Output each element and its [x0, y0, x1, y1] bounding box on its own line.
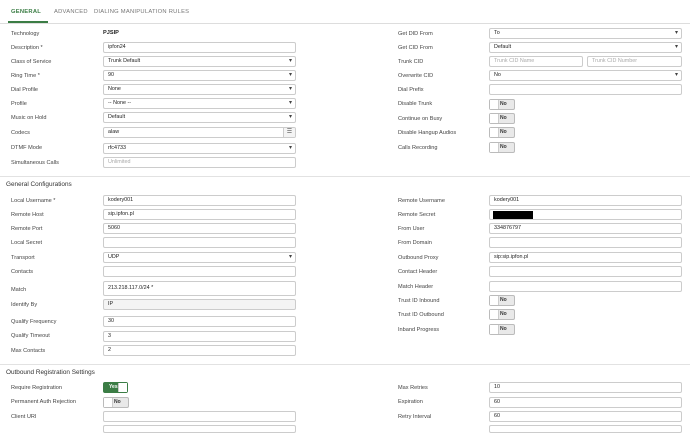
- transport-label: Transport: [11, 255, 35, 261]
- toggle-knob: [118, 383, 127, 392]
- get-cid-from-label: Get CID From: [398, 45, 433, 51]
- remote-port-label: Remote Port: [11, 226, 43, 232]
- max-contacts-input[interactable]: [103, 345, 296, 356]
- contacts-label: Contacts: [11, 269, 34, 275]
- qualify-timeout-value: 3: [108, 333, 111, 339]
- contact-header-input[interactable]: [489, 266, 682, 277]
- calls-recording-state: No: [500, 144, 507, 150]
- client-uri-input[interactable]: [103, 411, 296, 422]
- match-header-input[interactable]: [489, 281, 682, 292]
- ring-time-select[interactable]: [103, 70, 296, 81]
- toggle-knob: [490, 100, 499, 109]
- calls-recording-label: Calls Recording: [398, 145, 438, 151]
- remote-host-value: sip.ipfon.pl: [108, 211, 134, 217]
- local-username-label: Local Username *: [11, 198, 56, 204]
- identify-by-label: Identify By: [11, 302, 38, 308]
- remote-host-input[interactable]: [103, 209, 296, 220]
- class-of-service-value: Trunk Default: [108, 58, 141, 64]
- tab-bar: [0, 0, 690, 24]
- ring-time-value: 90: [108, 72, 114, 78]
- remote-secret-label: Remote Secret: [398, 212, 436, 218]
- match-value: 213.218.117.0/24 *: [108, 285, 154, 291]
- from-user-value: 334876797: [494, 225, 521, 231]
- outbound-proxy-value: sip:sip.ipfon.pl: [494, 254, 529, 260]
- identify-by-value: IP: [108, 301, 114, 307]
- get-did-from-label: Get DID From: [398, 31, 433, 37]
- max-retries-input[interactable]: [489, 382, 682, 393]
- from-domain-input[interactable]: [489, 237, 682, 248]
- disable-trunk-toggle[interactable]: [489, 99, 515, 110]
- max-contacts-value: 2: [108, 347, 111, 353]
- get-did-from-value: To: [494, 30, 500, 36]
- dtmf-mode-label: DTMF Mode: [11, 145, 43, 151]
- retry-interval-value: 60: [494, 413, 500, 419]
- disable-hangup-audios-state: No: [500, 129, 507, 135]
- simultaneous-calls-label: Simultaneous Calls: [11, 160, 59, 166]
- toggle-knob: [490, 310, 499, 319]
- disable-hangup-audios-toggle[interactable]: [489, 127, 515, 138]
- transport-select[interactable]: [103, 252, 296, 263]
- trunk-cid-name-input[interactable]: [489, 56, 583, 67]
- dial-prefix-label: Dial Prefix: [398, 87, 424, 93]
- tab-dialing-manipulation-rules[interactable]: DIALING MANIPULATION RULES: [94, 9, 190, 15]
- from-domain-label: From Domain: [398, 240, 432, 246]
- outbound-proxy-label: Outbound Proxy: [398, 255, 439, 261]
- toggle-knob: [490, 325, 499, 334]
- simultaneous-calls-input[interactable]: [103, 157, 296, 168]
- local-secret-input[interactable]: [103, 237, 296, 248]
- dial-prefix-input[interactable]: [489, 84, 682, 95]
- client-uri-label: Client URI: [11, 414, 37, 420]
- simultaneous-calls-placeholder: Unlimited: [108, 159, 131, 165]
- dial-profile-value: None: [108, 86, 121, 92]
- max-retries-value: 10: [494, 384, 500, 390]
- toggle-knob: [490, 143, 499, 152]
- continue-on-busy-toggle[interactable]: [489, 113, 515, 124]
- match-header-label: Match Header: [398, 284, 434, 290]
- expiration-label: Expiration: [398, 399, 423, 405]
- local-username-value: kodery001: [108, 197, 134, 203]
- codecs-value: alaw: [108, 129, 120, 135]
- toggle-knob: [104, 398, 113, 407]
- disable-trunk-state: No: [500, 101, 507, 107]
- tab-advanced[interactable]: ADVANCED: [54, 9, 88, 15]
- class-of-service-select[interactable]: [103, 56, 296, 67]
- from-user-input[interactable]: [489, 223, 682, 234]
- remote-username-label: Remote Username: [398, 198, 445, 204]
- next-field-input[interactable]: [103, 425, 296, 433]
- qualify-frequency-label: Qualify Frequency: [11, 319, 57, 325]
- identify-by-input[interactable]: [103, 299, 296, 310]
- match-label: Match: [11, 287, 27, 293]
- trunk-cid-number-placeholder: Trunk CID Number: [592, 58, 638, 64]
- toggle-knob: [490, 114, 499, 123]
- permanent-auth-rejection-toggle[interactable]: [103, 397, 129, 408]
- match-input[interactable]: [103, 281, 296, 296]
- trust-id-inbound-toggle[interactable]: [489, 295, 515, 306]
- description-input[interactable]: [103, 42, 296, 53]
- trust-id-outbound-toggle[interactable]: [489, 309, 515, 320]
- next-field-input[interactable]: [489, 425, 682, 433]
- qualify-timeout-input[interactable]: [103, 331, 296, 342]
- trunk-cid-number-input[interactable]: [587, 56, 682, 67]
- contact-header-label: Contact Header: [398, 269, 438, 275]
- trust-id-outbound-label: Trust ID Outbound: [398, 312, 444, 318]
- toggle-knob: [490, 296, 499, 305]
- get-cid-from-select[interactable]: [489, 42, 682, 53]
- remote-port-input[interactable]: [103, 223, 296, 234]
- disable-trunk-label: Disable Trunk: [398, 101, 433, 107]
- get-did-from-select[interactable]: [489, 28, 682, 39]
- overwrite-cid-label: Overwrite CID: [398, 73, 434, 79]
- redacted-secret: [493, 211, 533, 219]
- technology-label: Technology: [11, 31, 40, 37]
- trust-id-inbound-label: Trust ID Inbound: [398, 298, 440, 304]
- disable-hangup-audios-label: Disable Hangup Audios: [398, 130, 457, 136]
- trust-id-inbound-state: No: [500, 297, 507, 303]
- inband-progress-label: Inband Progress: [398, 327, 440, 333]
- remote-port-value: 5060: [108, 225, 120, 231]
- require-registration-toggle[interactable]: [103, 382, 128, 393]
- qualify-timeout-label: Qualify Timeout: [11, 333, 50, 339]
- description-value: ipfon24: [108, 44, 126, 50]
- require-registration-label: Require Registration: [11, 385, 62, 391]
- technology-value: PJSIP: [103, 30, 119, 36]
- profile-select[interactable]: [103, 98, 296, 109]
- codecs-label: Codecs: [11, 130, 30, 136]
- ring-time-label: Ring Time *: [11, 73, 40, 79]
- toggle-knob: [490, 128, 499, 137]
- codecs-input[interactable]: [103, 127, 296, 138]
- trunk-cid-name-placeholder: Trunk CID Name: [494, 58, 535, 64]
- profile-label: Profile: [11, 101, 27, 107]
- permanent-auth-rejection-label: Permanent Auth Rejection: [11, 399, 76, 405]
- inband-progress-toggle[interactable]: [489, 324, 515, 335]
- continue-on-busy-state: No: [500, 115, 507, 121]
- section-divider: [0, 364, 690, 365]
- overwrite-cid-select[interactable]: [489, 70, 682, 81]
- class-of-service-label: Class of Service: [11, 59, 52, 65]
- general-config-title: General Configurations: [6, 181, 72, 188]
- dial-profile-label: Dial Profile: [11, 87, 39, 93]
- section-divider: [0, 176, 690, 177]
- trunk-cid-label: Trunk CID: [398, 59, 424, 65]
- outbound-proxy-input[interactable]: [489, 252, 682, 263]
- contacts-input[interactable]: [103, 266, 296, 277]
- remote-secret-input[interactable]: [489, 209, 682, 220]
- local-secret-label: Local Secret: [11, 240, 43, 246]
- dtmf-mode-value: rfc4733: [108, 145, 126, 151]
- calls-recording-toggle[interactable]: [489, 142, 515, 153]
- dial-profile-select[interactable]: [103, 84, 296, 95]
- local-username-input[interactable]: [103, 195, 296, 206]
- permanent-auth-rejection-state: No: [114, 399, 121, 405]
- retry-interval-label: Retry Interval: [398, 414, 432, 420]
- max-contacts-label: Max Contacts: [11, 348, 46, 354]
- inband-progress-state: No: [500, 326, 507, 332]
- require-registration-state: Yes: [109, 384, 118, 390]
- retry-interval-input[interactable]: [489, 411, 682, 422]
- expiration-input[interactable]: [489, 397, 682, 408]
- expiration-value: 60: [494, 399, 500, 405]
- music-on-hold-select[interactable]: [103, 112, 296, 123]
- overwrite-cid-value: No: [494, 72, 501, 78]
- music-on-hold-label: Music on Hold: [11, 115, 47, 121]
- transport-value: UDP: [108, 254, 120, 260]
- remote-username-value: kodery001: [494, 197, 520, 203]
- qualify-frequency-input[interactable]: [103, 316, 296, 327]
- remote-username-input[interactable]: [489, 195, 682, 206]
- qualify-frequency-value: 30: [108, 318, 114, 324]
- from-user-label: From User: [398, 226, 425, 232]
- tab-general[interactable]: GENERAL: [11, 9, 42, 15]
- remote-host-label: Remote Host: [11, 212, 44, 218]
- continue-on-busy-label: Continue on Busy: [398, 116, 443, 122]
- active-tab-indicator: [8, 21, 48, 23]
- profile-value: -- None --: [108, 100, 132, 106]
- dtmf-mode-select[interactable]: [103, 143, 296, 154]
- max-retries-label: Max Retries: [398, 385, 428, 391]
- music-on-hold-value: Default: [108, 114, 126, 120]
- get-cid-from-value: Default: [494, 44, 512, 50]
- description-label: Description *: [11, 45, 43, 51]
- outbound-registration-title: Outbound Registration Settings: [6, 369, 95, 376]
- trust-id-outbound-state: No: [500, 311, 507, 317]
- list-icon[interactable]: ☰: [283, 127, 295, 138]
